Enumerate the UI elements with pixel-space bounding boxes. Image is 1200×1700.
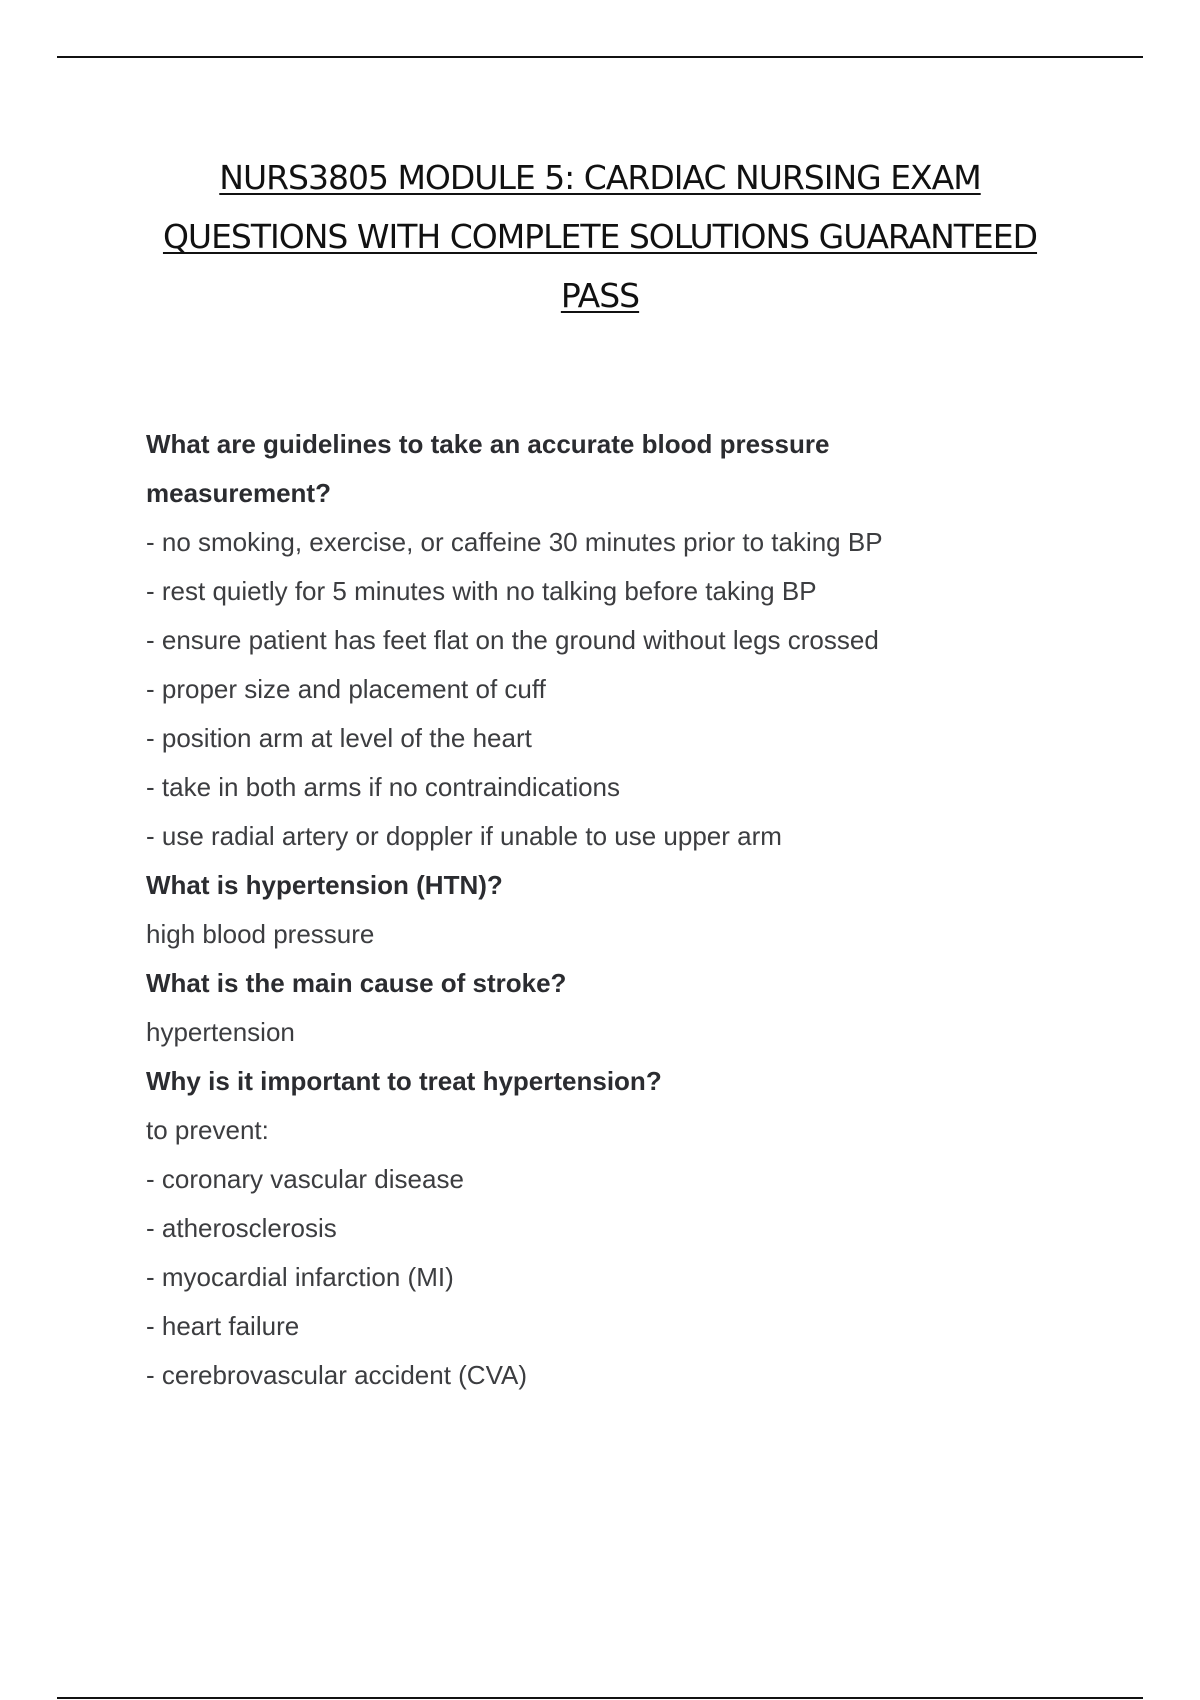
answer-line: - myocardial infarction (MI): [146, 1262, 454, 1292]
answer-line: - use radial artery or doppler if unable to use upper arm: [146, 821, 782, 851]
answer-line: - ensure patient has feet flat on the ground without legs crossed: [146, 625, 879, 655]
answer-line: high blood pressure: [146, 919, 375, 949]
header-rule: [57, 56, 1143, 58]
question-line: Why is it important to treat hypertension?: [146, 1066, 662, 1096]
answer-line: - take in both arms if no contraindications: [146, 772, 621, 802]
answer-line: - no smoking, exercise, or caffeine 30 minutes prior to taking BP: [146, 527, 883, 557]
answer-line: - atherosclerosis: [146, 1213, 337, 1243]
answer-line: - cerebrovascular accident (CVA): [146, 1360, 527, 1390]
answer-line: - heart failure: [146, 1311, 300, 1341]
question-line: What are guidelines to take an accurate blood pressure: [146, 429, 830, 459]
answer-line: - position arm at level of the heart: [146, 723, 532, 753]
title-line: PASS: [560, 276, 640, 315]
question-line: What is the main cause of stroke?: [146, 968, 567, 998]
answer-line: - coronary vascular disease: [146, 1164, 464, 1194]
title-line: NURS3805 MODULE 5: CARDIAC NURSING EXAM: [219, 158, 981, 197]
answer-line: to prevent:: [146, 1115, 269, 1145]
answer-line: - rest quietly for 5 minutes with no talking before taking BP: [146, 576, 817, 606]
footer-rule: [57, 1697, 1143, 1699]
answer-line: - proper size and placement of cuff: [146, 674, 546, 704]
answer-line: hypertension: [146, 1017, 295, 1047]
qa-list: [146, 420, 1086, 1400]
question-line: measurement?: [146, 478, 331, 508]
question-line: What is hypertension (HTN)?: [146, 870, 503, 900]
title-line: QUESTIONS WITH COMPLETE SOLUTIONS GUARANTEED: [162, 217, 1038, 256]
document-title: [120, 148, 1080, 325]
